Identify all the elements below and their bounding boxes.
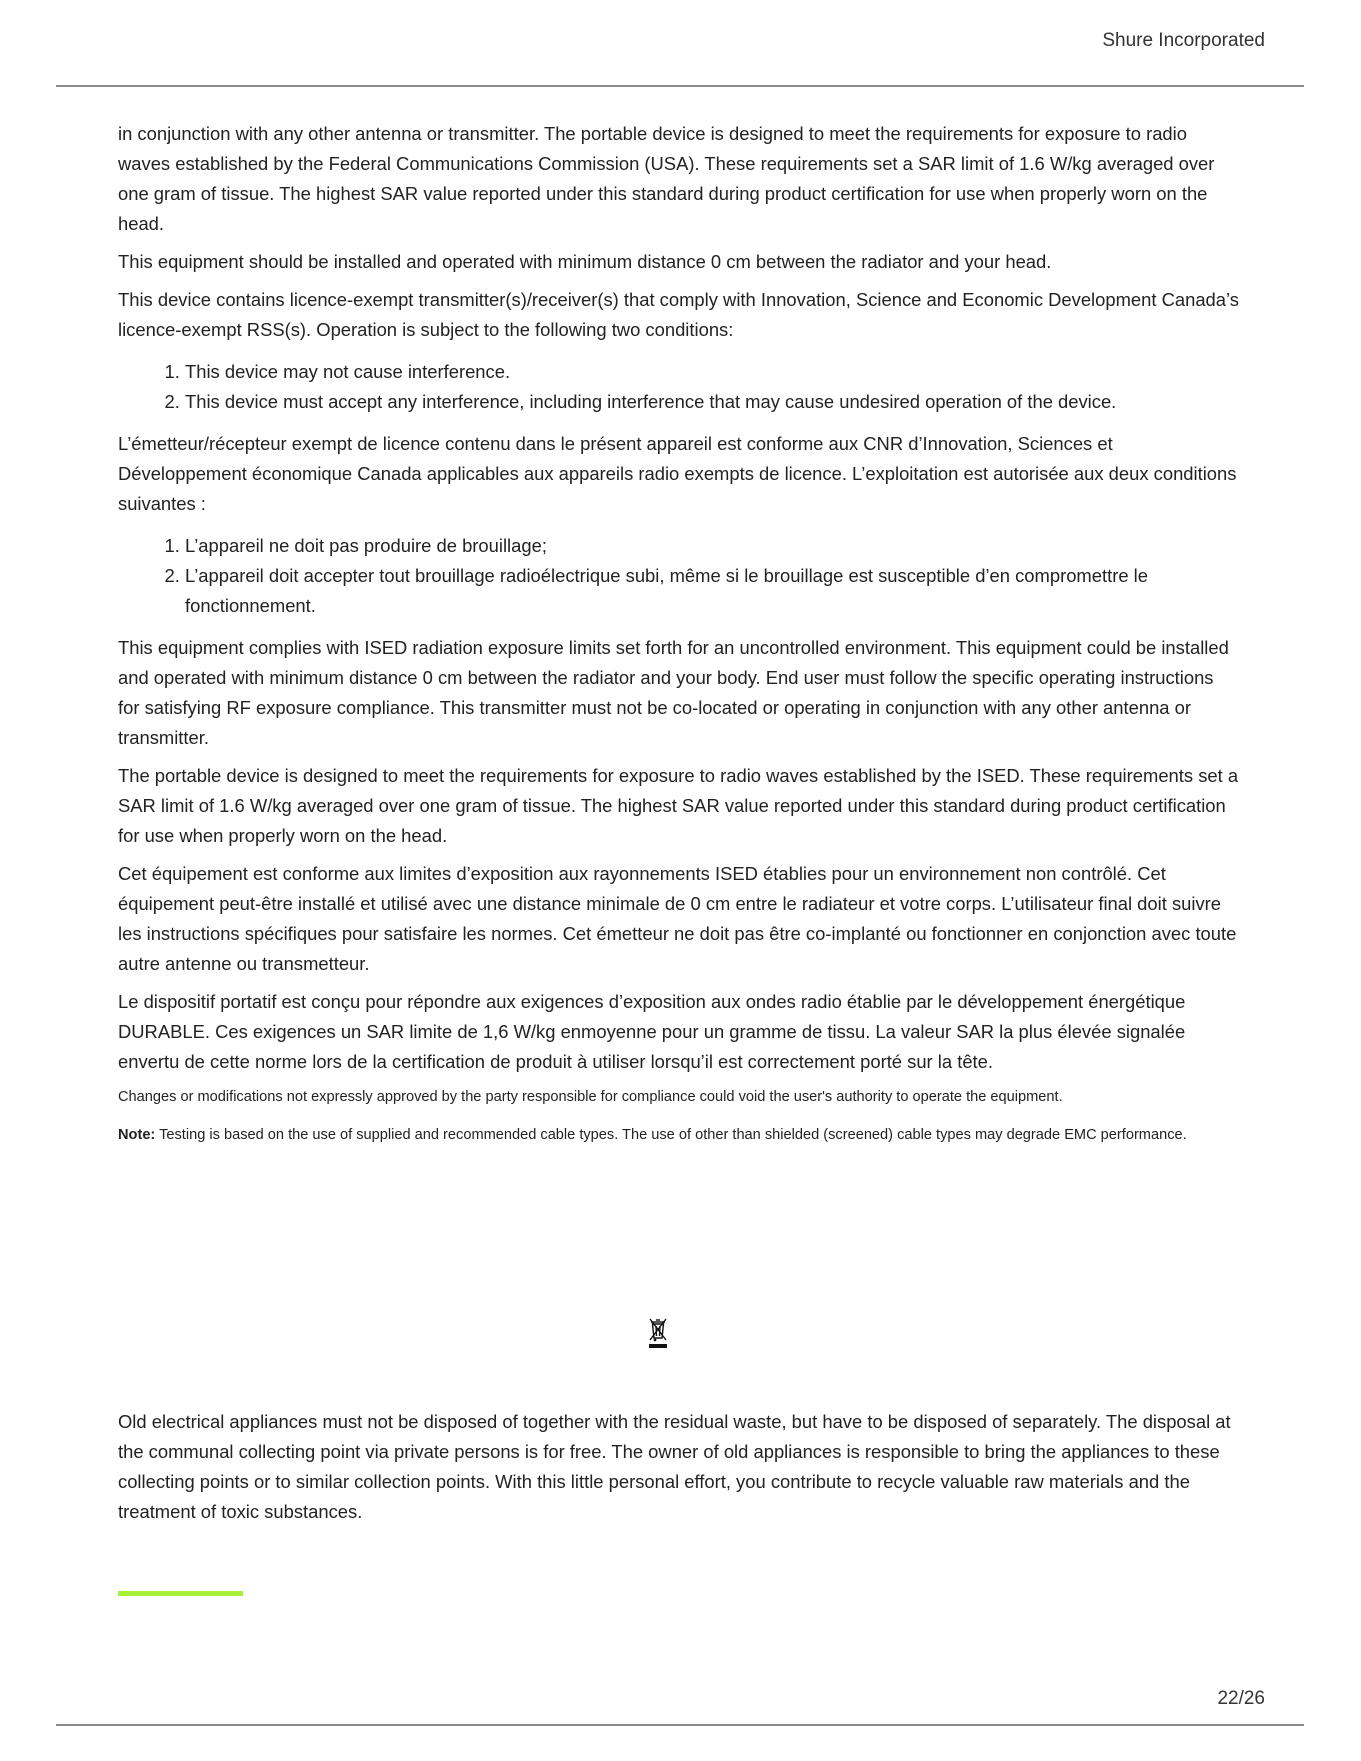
- conditions-list-en: [118, 357, 1240, 417]
- conditions-list-fr: [118, 531, 1240, 621]
- accent-bar: [118, 1591, 243, 1596]
- footer-divider: [56, 1724, 1304, 1726]
- paragraph-note: [118, 1123, 1240, 1147]
- paragraph-ised-sar: The portable device is designed to meet the requirements for exposure to radio waves established by the ISED. These requirements set a SAR limit of 1.6 W/kg averaged over one gram of tissue. The highest SAR value reported under this standard during product certification for use when properly worn on the head.: [118, 765, 1239, 846]
- page-number: 22/26: [1217, 1688, 1265, 1709]
- note-text: Testing is based on the use of supplied and recommended cable types. The use of other than shielded (screened) cable types may degrade EMC performance.: [155, 1127, 1187, 1143]
- paragraph-ised-exposure-fr: Cet équipement est conforme aux limites d’exposition aux rayonnements ISED établies pour un environnement non contrôlé. Cet équipement peut-être installé et utilisé avec une distance minimale de 0 cm entre le radiateur et votre corps. L’utilisateur final doit suivre les instructions spécifiques pour satisfaire les normes. Cet émetteur ne doit pas être co-implanté ou fonctionner en conjonction avec toute autre antenne ou transmetteur.: [118, 863, 1237, 974]
- paragraph-fcc-sar: in conjunction with any other antenna or transmitter. The portable device is designed to meet the requirements for exposure to radio waves established by the Federal Communications Commission (USA). These requirements set a SAR limit of 1.6 W/kg averaged over one gram of tissue. The highest SAR value reported under this standard during product certification for use when properly worn on the head.: [118, 123, 1215, 234]
- note-label: Note:: [118, 1127, 156, 1143]
- list-item: 1. L’appareil ne doit pas produire de brouillage;: [185, 531, 1240, 561]
- crossed-out-wheeled-bin-icon: [646, 1316, 670, 1350]
- paragraph-weee-disposal: Old electrical appliances must not be disposed of together with the residual waste, but have to be disposed of separately. The disposal at the communal collecting point via private persons is for free. The owner of old appliances is responsible to bring the appliances to these collecting points or to similar collection points. With this little personal effort, you contribute to recycle valuable raw materials and the treatment of toxic substances.: [118, 1411, 1231, 1522]
- paragraph-ised-licence-exempt: This device contains licence-exempt transmitter(s)/receiver(s) that comply with Innovation, Science and Economic Development Canada’s licence-exempt RSS(s). Operation is subject to the following two conditions:: [118, 289, 1239, 340]
- paragraph-min-distance-head: This equipment should be installed and operated with minimum distance 0 cm between the radiator and your head.: [118, 251, 1052, 272]
- document-body: [118, 119, 1240, 1161]
- list-item: 2. L’appareil doit accepter tout brouillage radioélectrique subi, même si le brouillage est susceptible d’en compromettre le fonctionnement.: [185, 561, 1240, 621]
- list-item: 1. This device may not cause interference.: [185, 357, 1240, 387]
- paragraph-changes-warning: Changes or modifications not expressly approved by the party responsible for compliance could void the user's authority to operate the equipment.: [118, 1089, 1063, 1105]
- header-divider: [56, 85, 1304, 87]
- paragraph-ised-licence-exempt-fr: L’émetteur/récepteur exempt de licence contenu dans le présent appareil est conforme aux CNR d’Innovation, Sciences et Développement économique Canada applicables aux appareils radio exempts de licence. L’exploitation est autorisée aux deux conditions suivantes :: [118, 433, 1237, 514]
- list-item: 2. This device must accept any interference, including interference that may cause undesired operation of the device.: [185, 387, 1240, 417]
- page-header-company: Shure Incorporated: [1102, 30, 1265, 51]
- paragraph-ised-sar-fr: Le dispositif portatif est conçu pour répondre aux exigences d’exposition aux ondes radio établie par le développement énergétique DURABLE. Ces exigences un SAR limite de 1,6 W/kg enmoyenne pour un gramme de tissu. La valeur SAR la plus élevée signalée envertu de cette norme lors de la certification de produit à utiliser lorsqu’il est correctement porté sur la tête.: [118, 991, 1186, 1072]
- paragraph-ised-exposure: This equipment complies with ISED radiation exposure limits set forth for an uncontrolled environment. This equipment could be installed and operated with minimum distance 0 cm between the radiator and your body. End user must follow the specific operating instructions for satisfying RF exposure compliance. This transmitter must not be co-located or operating in conjunction with any other antenna or transmitter.: [118, 637, 1229, 748]
